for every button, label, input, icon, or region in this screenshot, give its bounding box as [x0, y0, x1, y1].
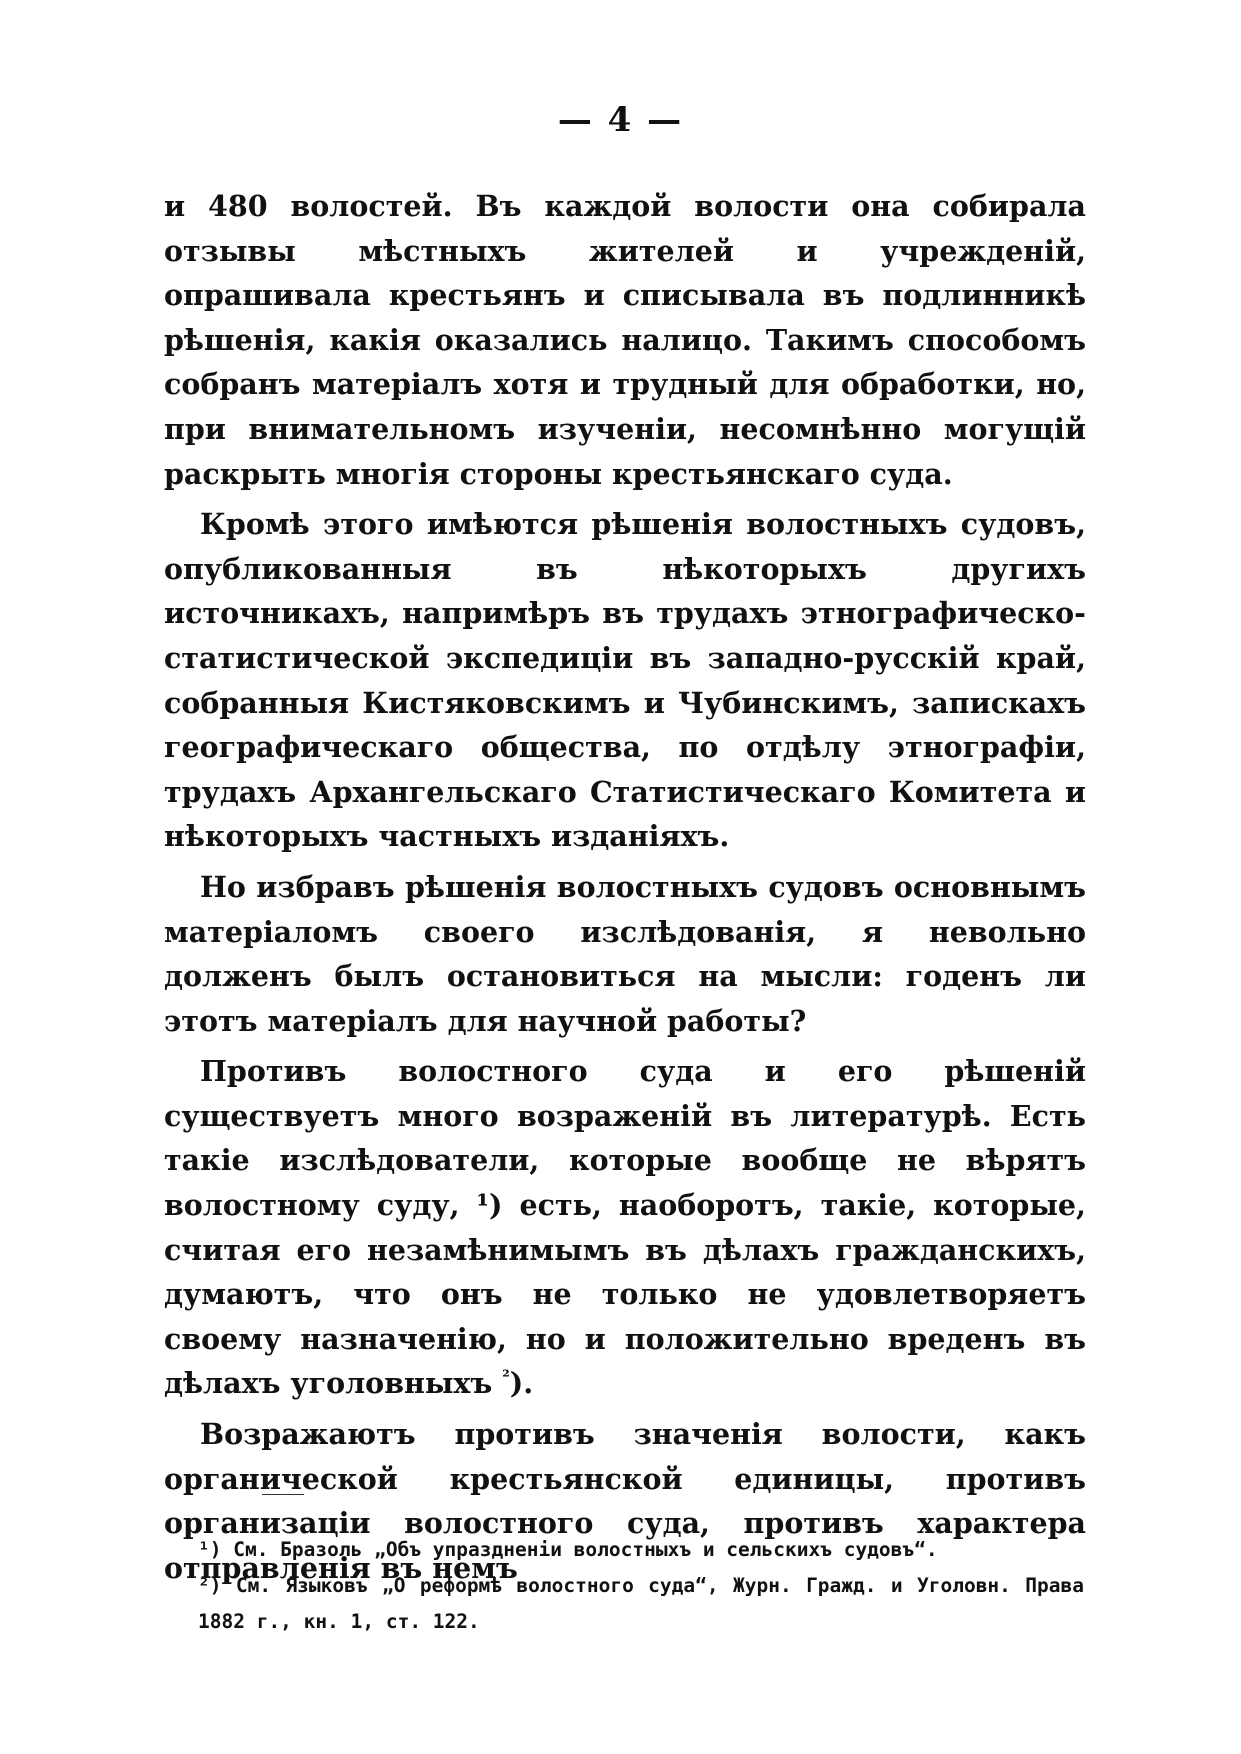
paragraph: Возражаютъ противъ значенія волости, какъ органической крестьянской единицы, противъ организаціи волостного суда, противъ характера отправленія въ немъ [164, 1417, 1086, 1585]
paragraph-text: ). [509, 1366, 534, 1401]
main-text [164, 184, 1086, 1590]
footnote-separator [262, 1494, 304, 1495]
paragraph-text: Противъ волостного суда и его рѣшеній существуетъ много возраженій въ литературѣ. Есть такіе изслѣдователи, которые вообще не вѣрятъ волостному суду, [164, 1054, 1086, 1223]
footnotes [176, 1532, 1084, 1640]
paragraph-continued: и 480 волостей. Въ каждой волости она собирала отзывы мѣстныхъ жителей и учрежденій, опрашивала крестьянъ и списывала въ подлинникѣ рѣшенія, какія оказались налицо. Такимъ способомъ собранъ матеріалъ хотя и трудный для обработки, но, при внимательномъ изученіи, несомнѣнно могущій раскрыть многія стороны крестьянскаго суда. [164, 189, 1086, 491]
footnote-2: ²) См. Языковъ „О реформѣ волостного суда“, Журн. Гражд. и Уголовн. Права 1882 г., кн. 1, ст. 122. [198, 1574, 1084, 1633]
paragraph-with-footnote-refs [164, 1049, 1086, 1406]
footnote-ref-1: ¹) [476, 1188, 503, 1223]
footnote-1: ¹) См. Бразоль „Объ упраздненіи волостныхъ и сельскихъ судовъ“. [198, 1538, 938, 1561]
footnote-ref-2: ² [502, 1367, 510, 1388]
paragraph: Но избравъ рѣшенія волостныхъ судовъ основнымъ матеріаломъ своего изслѣдованія, я невольно долженъ былъ остановиться на мысли: годенъ ли этотъ матеріалъ для научной работы? [164, 869, 1086, 1038]
page-number: — 4 — [557, 100, 684, 140]
paragraph: Кромѣ этого имѣются рѣшенія волостныхъ судовъ, опубликованныя въ нѣкоторыхъ другихъ источникахъ, напримѣръ въ трудахъ этнографическо-статистической экспедиціи въ западно-русскій край, собранныя Кистяковскимъ и Чубинскимъ, запискахъ географическаго общества, по отдѣлу этнографіи, трудахъ Архангельскаго Статистическаго Комитета и нѣкоторыхъ частныхъ изданіяхъ. [164, 507, 1086, 854]
paragraph-text: есть, наоборотъ, такіе, которые, считая его незамѣнимымъ въ дѣлахъ гражданскихъ, думаютъ, что онъ не только не удовлетворяетъ своему назначенію, но и положительно вреденъ въ дѣлахъ уголовныхъ [164, 1188, 1086, 1401]
